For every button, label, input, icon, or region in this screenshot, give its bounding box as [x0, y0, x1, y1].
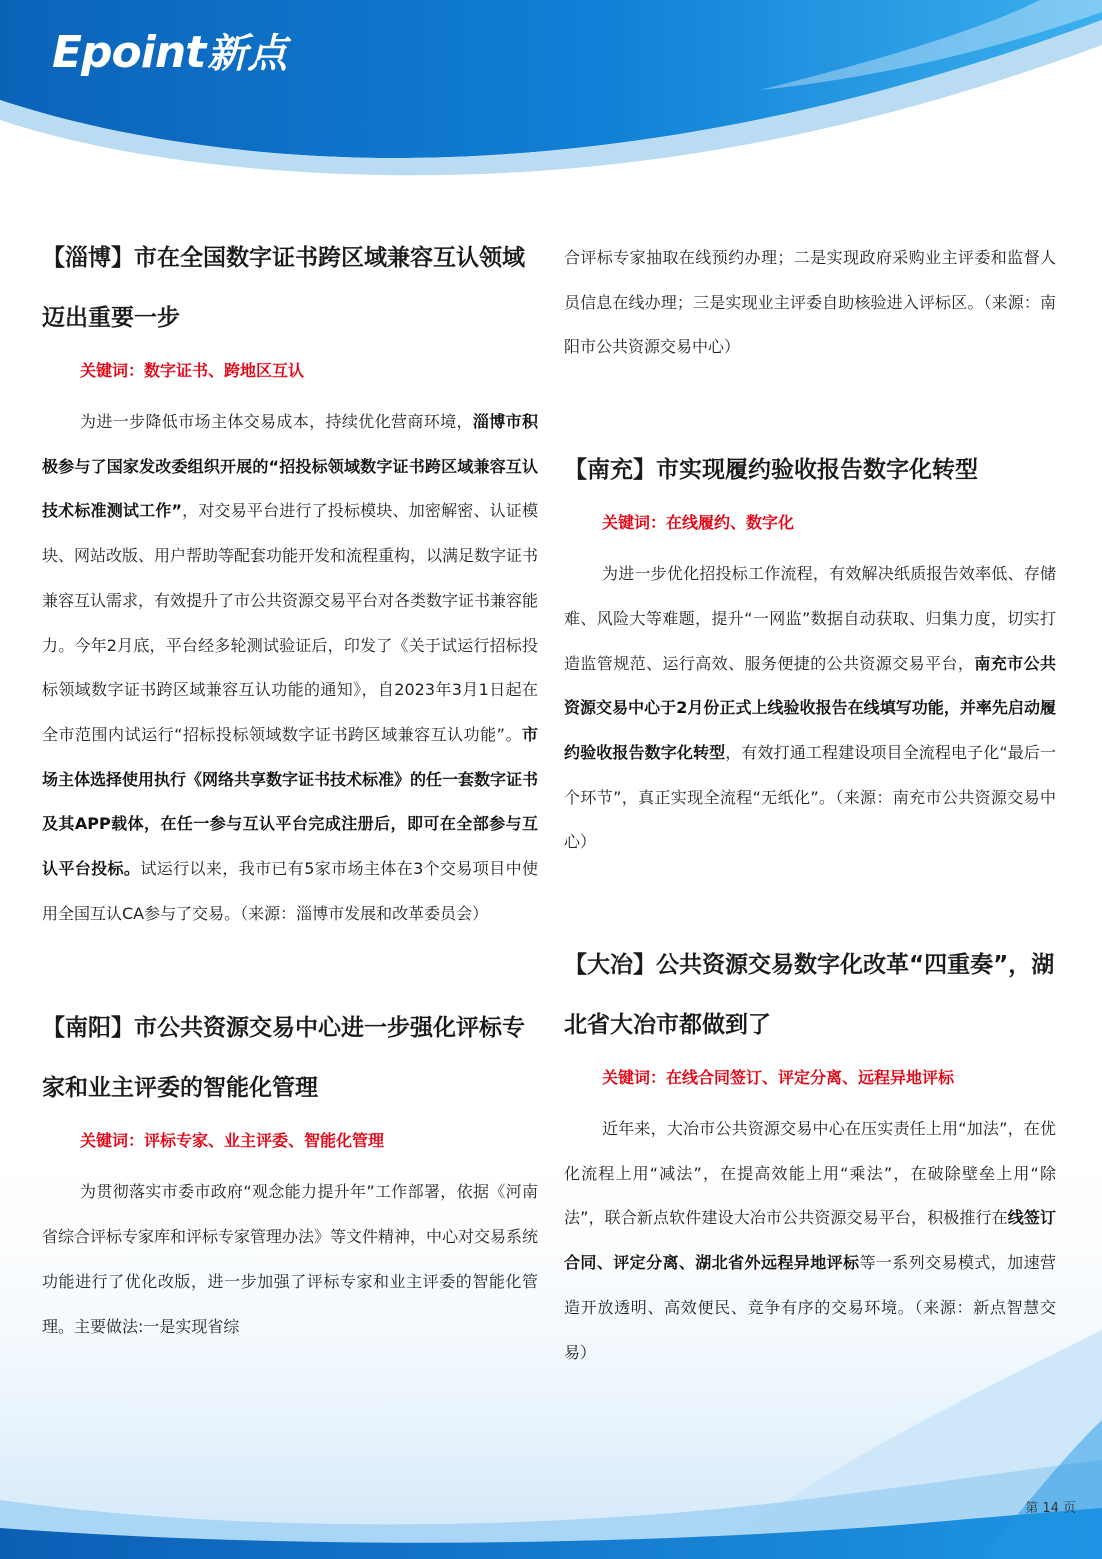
article-title: 【淄博】市在全国数字证书跨区域兼容互认领域迈出重要一步: [42, 245, 525, 331]
right-column: [564, 236, 1056, 1375]
article-body: [42, 400, 538, 936]
body-text: ，对交易平台进行了投标模块、加密解密、认证模块、网站改版、用户帮助等配套功能开发和流程重构，以满足数字证书兼容互认需求，有效提升了市公共资源交易平台对各类数字证书兼容能力。今年2月底，平台经多轮测试验证后，印发了《关于试运行招标投标领域数字证书跨区域兼容互认功能的通知》，自2023年3月1日起在全市范围内试运行“招标投标领域数字证书跨区域兼容互认功能”。: [42, 501, 539, 744]
article-keywords: 关键词：评标专家、业主评委、智能化管理: [80, 1131, 385, 1151]
epoint-logo: [52, 22, 287, 79]
article-keywords: 关键词：在线合同签订、评定分离、远程异地评标: [602, 1068, 955, 1088]
body-bold-text: 市场主体选择使用执行《网络共享数字证书技术标准》的任一套数字证书及其APP载体，在任一参与互认平台完成注册后，即可在全部参与互认平台投标。: [42, 724, 539, 879]
body-text: 试运行以来，我市已有5家市场主体在3个交易项目中使用全国互认CA参与了交易。（来源：淄博市发展和改革委员会）: [42, 859, 538, 923]
article-title: 【大冶】公共资源交易数字化改革“四重奏”，湖北省大冶市都做到了: [564, 952, 1055, 1039]
body-bold-text: 线签订合同、评定分离、湖北省外远程异地评标: [564, 1208, 1056, 1273]
article-keywords: 关键词：数字证书、跨地区互认: [80, 361, 305, 380]
article-body: [564, 552, 1056, 865]
article-zibo: [42, 228, 538, 936]
article-body-continued: 合评标专家抽取在线预约办理；二是实现政府采购业主评委和监督人员信息在线办理；三是实现业主评委自助核验进入评标区。（来源：南阳市公共资源交易中心）: [564, 248, 1056, 357]
article-title: 【南充】市实现履约验收报告数字化转型: [564, 457, 978, 484]
page-number: 第 14 页: [1025, 1501, 1076, 1516]
body-bold-text: 淄博市积极参与了国家发改委组织开展的“招投标领域数字证书跨区域兼容互认技术标准测试工作”: [42, 412, 538, 521]
article-body: [564, 1107, 1056, 1375]
logo-en-text: Epoint: [52, 27, 206, 78]
body-text: 为进一步优化招投标工作流程，有效解决纸质报告效率低、存储难、风险大等难题，提升“一网监”数据自动获取、归集力度，切实打造监管规范、运行高效、服务便捷的公共资源交易平台，: [564, 564, 1056, 673]
article-title: 【南阳】市公共资源交易中心进一步强化评标专家和业主评委的智能化管理: [42, 1015, 525, 1102]
article-nanyang: [42, 998, 538, 1349]
article-daye: [564, 935, 1056, 1375]
body-bold-text: 南充市公共资源交易中心于2月份正式上线验收报告在线填写功能，并率先启动履约验收报告数字化转型: [564, 653, 1056, 762]
article-nanchong: [564, 440, 1056, 865]
body-text: 为进一步降低市场主体交易成本，持续优化营商环境，: [80, 412, 473, 431]
left-column: [42, 228, 538, 1349]
article-keywords: 关键词：在线履约、数字化: [602, 513, 795, 533]
article-body: 为贯彻落实市委市政府“观念能力提升年”工作部署，依据《河南省综合评标专家库和评标专家管理办法》等文件精神，中心对交易系统功能进行了优化改版，进一步加强了评标专家和业主评委的智能化管理。主要做法:一是实现省综: [42, 1182, 539, 1336]
body-text: 等一系列交易模式，加速营造开放透明、高效便民、竞争有序的交易环境。（来源：新点智慧交易）: [564, 1253, 1056, 1362]
body-text: ，有效打通工程建设项目全流程电子化“最后一个环节”，真正实现全流程“无纸化”。（来源：南充市公共资源交易中心）: [564, 742, 1056, 852]
logo-cn-text: 新点: [207, 31, 288, 77]
body-text: 近年来，大冶市公共资源交易中心在压实责任上用“加法”，在优化流程上用“减法”，在提高效能上用“乘法”，在破除壁垒上用“除法”，联合新点软件建设大冶市公共资源交易平台，积极推行在: [564, 1119, 1056, 1228]
